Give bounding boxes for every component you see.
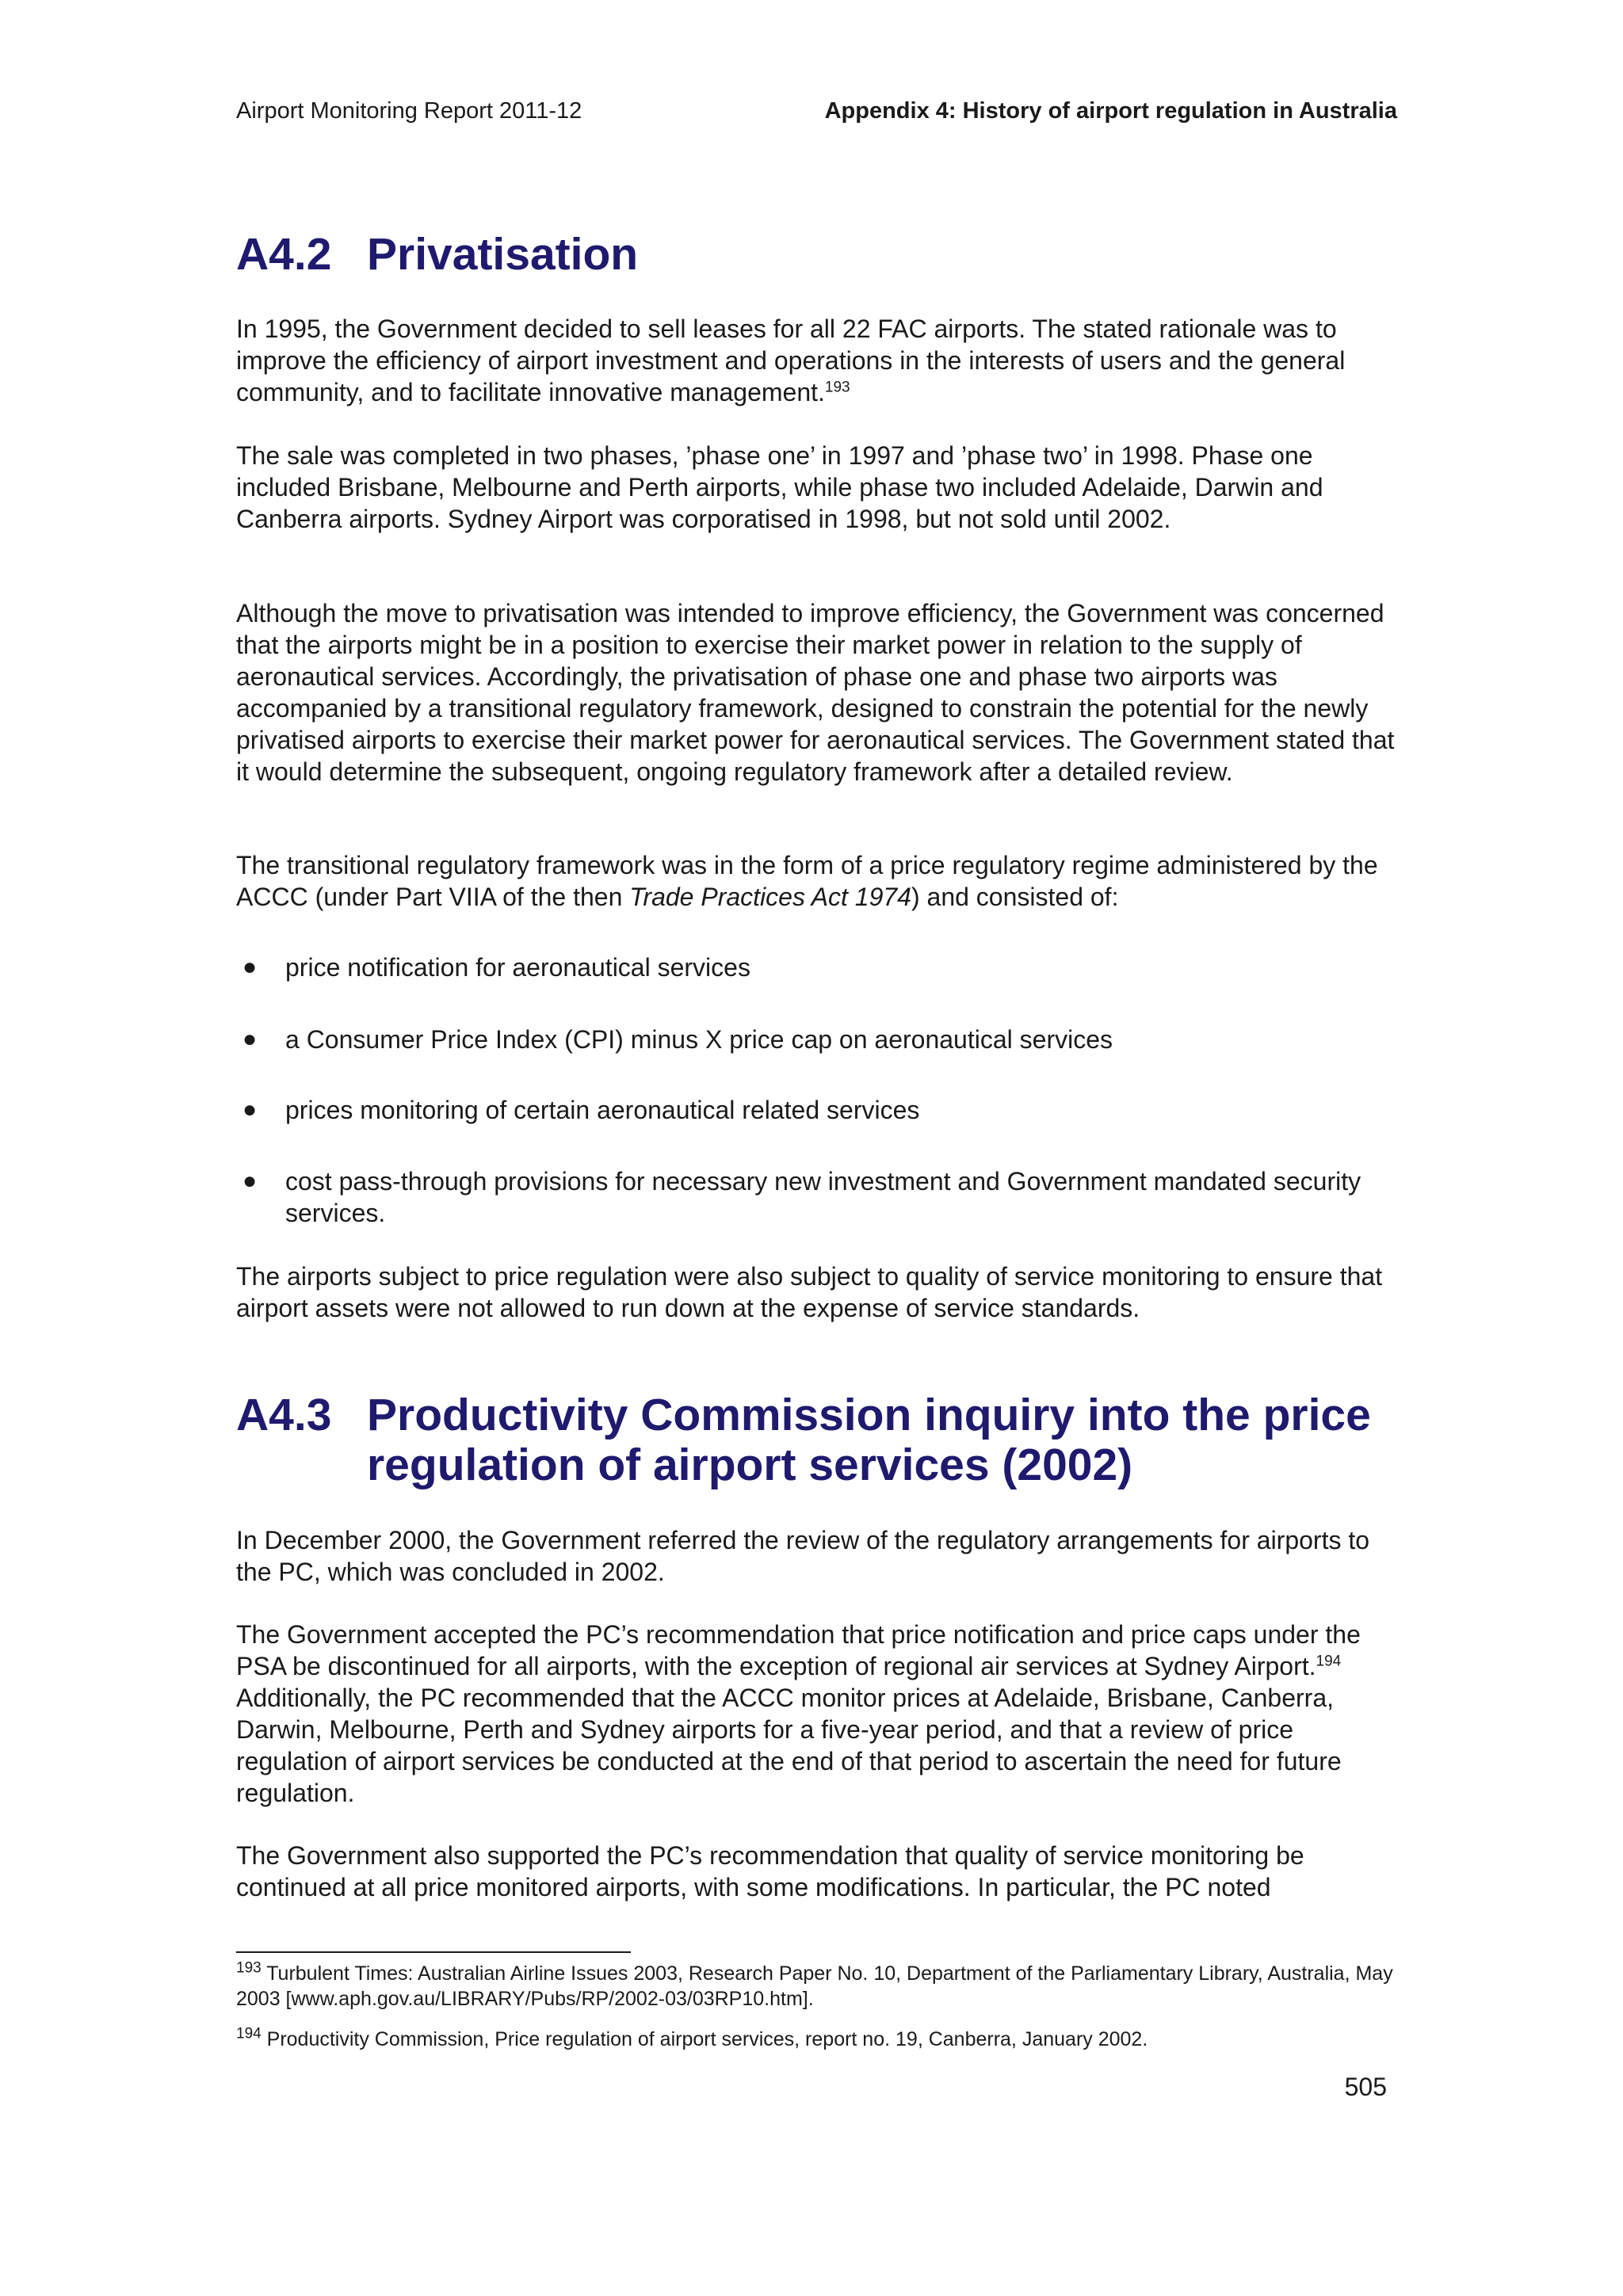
list-item: ● a Consumer Price Index (CPI) minus X price cap on aeronautical services: [242, 1025, 1113, 1054]
list-item: ● prices monitoring of certain aeronautical related services: [242, 1096, 920, 1124]
bullet-icon: ●: [242, 954, 258, 980]
page-number: 505: [1344, 2073, 1387, 2101]
section-heading-a4-2: [236, 230, 1393, 280]
bullet-icon: ●: [242, 1026, 258, 1052]
act-title: Trade Practices Act 1974: [629, 883, 911, 911]
section-number: A4.2: [236, 229, 332, 280]
paragraph: The sale was completed in two phases, ’phase one’ in 1997 and ’phase two’ in 1998. Phase one included Brisbane, Melbourne and Perth airports, while phase two included Adelaide, Darwin and Canberra airports. Sydney Airport was corporatised in 1998, but not sold until 2002.: [236, 441, 1323, 533]
paragraph: The transitional regulatory framework was in the form of a price regulatory regime administered by the ACCC (under Part VIIA of the then Trade Practices Act 1974) and consisted of:: [236, 851, 1378, 911]
footnote-divider: [236, 1951, 631, 1953]
paragraph: In 1995, the Government decided to sell leases for all 22 FAC airports. The stated rationale was to improve the efficiency of airport investment and operations in the interests of users and the general community, and to facilitate innovative management.$^{193}$: [236, 315, 1346, 406]
footnote-ref: 193: [824, 379, 850, 396]
paragraph: The airports subject to price regulation were also subject to quality of service monitoring to ensure that airport assets were not allowed to run down at the expense of service standards.: [236, 1262, 1383, 1322]
footnote-ref: 194: [1316, 1653, 1342, 1670]
list-item: ● price notification for aeronautical services: [242, 953, 750, 982]
paragraph: Although the move to privatisation was intended to improve efficiency, the Government was concerned that the airports might be in a position to exercise their market power in relation to the supply of aeronautical services. Accordingly, the privatisation of phase one and phase two airports was accompanied by a transitional regulatory framework, designed to constrain the potential for the newly privatised airports to exercise their market power for aeronautical services. The Government stated that it would determine the subsequent, ongoing regulatory framework after a detailed review.: [236, 599, 1395, 786]
footnote-number: 194: [236, 2025, 262, 2042]
paragraph: The Government accepted the PC’s recommendation that price notification and price caps under the PSA be discontinued for all airports, with the exception of regional air services at Sydney Airport.$^{194}$ Additionally, the PC recommended that the ACCC monitor prices at Adelaide, Brisbane, Canberra, Darwin, Melbourne, Perth and Sydney airports for a five-year period, and that a review of price regulation of airport services be conducted at the end of that period to ascertain the need for future regulation.: [236, 1620, 1361, 1807]
list-item: ● cost pass-through provisions for necessary new investment and Government mandated security services.: [242, 1167, 1361, 1227]
section-number: A4.3: [236, 1390, 332, 1440]
footnote: $^{194}$ Productivity Commission, Price regulation of airport services, report no. 19, Canberra, January 2002.: [236, 2025, 1148, 2050]
running-header-right: Appendix 4: History of airport regulation in Australia: [824, 98, 1397, 124]
footnote-number: 193: [236, 1959, 262, 1977]
section-title: Productivity Commission inquiry into the price regulation of airport services (2002): [367, 1390, 1371, 1490]
section-title: Privatisation: [367, 229, 639, 280]
paragraph: The Government also supported the PC’s recommendation that quality of service monitoring be continued at all price monitored airports, with some modifications. In particular, the PC noted: [236, 1841, 1304, 1901]
bullet-icon: ●: [242, 1097, 258, 1123]
footnote: $^{193}$ Turbulent Times: Australian Airline Issues 2003, Research Paper No. 10, Department of the Parliamentary Library, Australia, May 2003 [www.aph.gov.au/LIBRARY/Pubs/RP/2002-03/03RP10.htm].: [236, 1959, 1393, 2010]
bullet-icon: ●: [242, 1168, 258, 1194]
paragraph: In December 2000, the Government referred the review of the regulatory arrangements for airports to the PC, which was concluded in 2002.: [236, 1526, 1370, 1586]
section-heading-a4-3: [236, 1390, 1393, 1490]
running-header-left: Airport Monitoring Report 2011-12: [236, 98, 582, 124]
